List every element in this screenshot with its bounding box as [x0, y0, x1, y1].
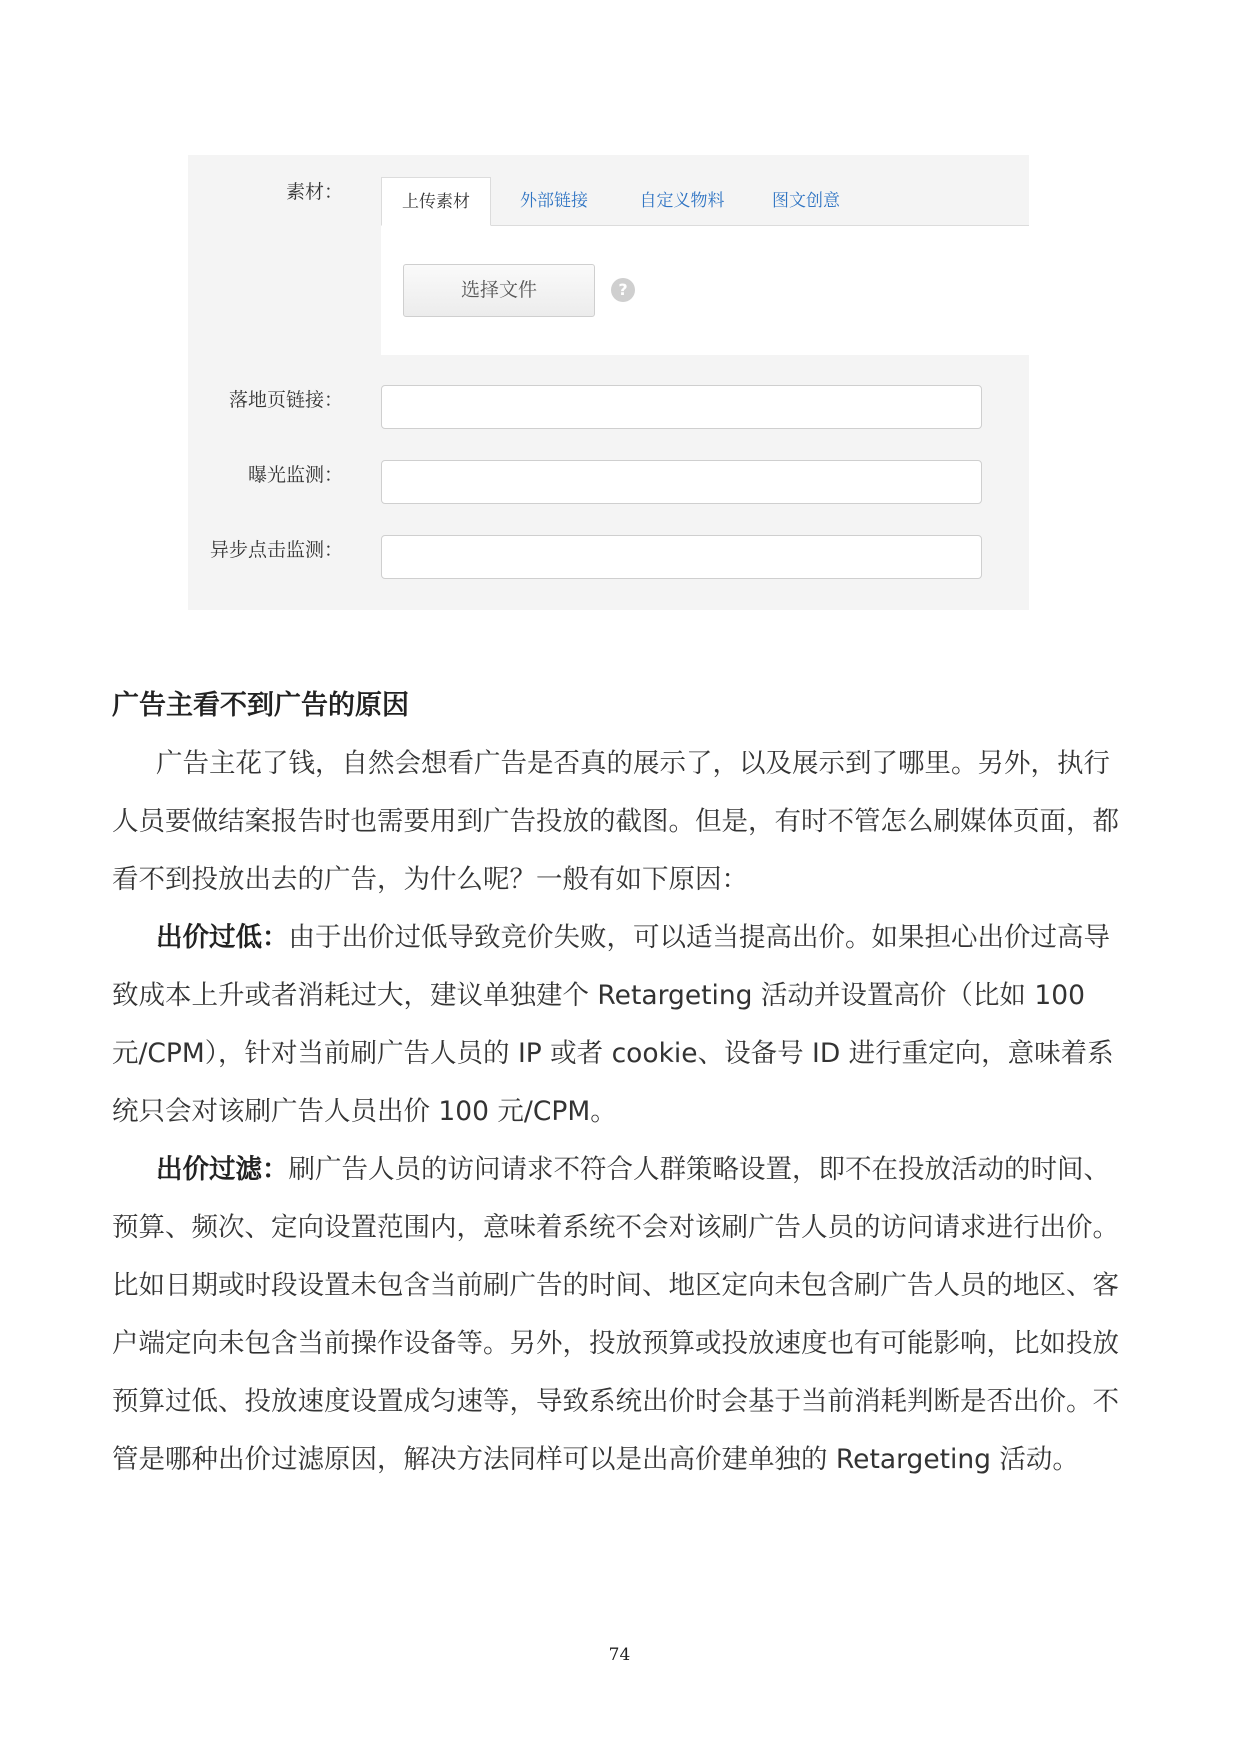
upload-area	[381, 226, 1029, 355]
reason-low-bid-lead: 出价过低：	[156, 922, 289, 953]
impression-tracking-label: 曝光监测：	[247, 464, 343, 486]
material-tabs	[381, 177, 1029, 226]
section-heading: 广告主看不到广告的原因	[112, 690, 409, 721]
tab-custom-material[interactable]: 自定义物料	[639, 191, 725, 211]
tab-upload-material[interactable]: 上传素材	[381, 177, 491, 226]
page-number: 74	[608, 1645, 631, 1665]
choose-file-button[interactable]: 选择文件	[403, 264, 595, 317]
tab-external-link[interactable]: 外部链接	[520, 191, 588, 211]
reason-bid-filter-text: 刷广告人员的访问请求不符合人群策略设置，即不在投放活动的时间、预算、频次、定向设置范围内，意味着系统不会对该刷广告人员的访问请求进行出价。比如日期或时段设置未包含当前刷广告的时间、地区定向未包含刷广告人员的地区、客户端定向未包含当前操作设备等。另外，投放预算或投放速度也有可能影响，比如投放预算过低、投放速度设置成匀速等，导致系统出价时会基于当前消耗判断是否出价。不管是哪种出价过滤原因，解决方法同样可以是出高价建单独的 Retargeting 活动。	[112, 1154, 1119, 1475]
landing-page-label: 落地页链接：	[228, 389, 343, 411]
impression-tracking-input[interactable]	[381, 460, 982, 504]
landing-page-input[interactable]	[381, 385, 982, 429]
reason-bid-filter-paragraph	[112, 1141, 1122, 1489]
material-label: 素材：	[285, 181, 343, 203]
reason-low-bid-text: 由于出价过低导致竞价失败，可以适当提高出价。如果担心出价过高导致成本上升或者消耗过大，建议单独建个 Retargeting 活动并设置高价（比如 100 元/CPM），针对当前刷广告人员的 IP 或者 cookie、设备号 ID 进行重定向，意味着系统只会对该刷广告人员出价 100 元/CPM。	[112, 922, 1114, 1127]
intro-paragraph: 广告主花了钱，自然会想看广告是否真的展示了，以及展示到了哪里。另外，执行人员要做结案报告时也需要用到广告投放的截图。但是，有时不管怎么刷媒体页面，都看不到投放出去的广告，为什么呢？一般有如下原因：	[112, 748, 1119, 895]
async-click-tracking-input[interactable]	[381, 535, 982, 579]
async-click-tracking-label: 异步点击监测：	[209, 539, 343, 561]
reason-bid-filter-lead: 出价过滤：	[156, 1154, 289, 1185]
help-icon[interactable]: ?	[611, 278, 635, 302]
tab-image-text-creative[interactable]: 图文创意	[772, 191, 840, 211]
ad-material-form	[188, 155, 1029, 610]
reason-low-bid-paragraph	[112, 909, 1122, 1141]
